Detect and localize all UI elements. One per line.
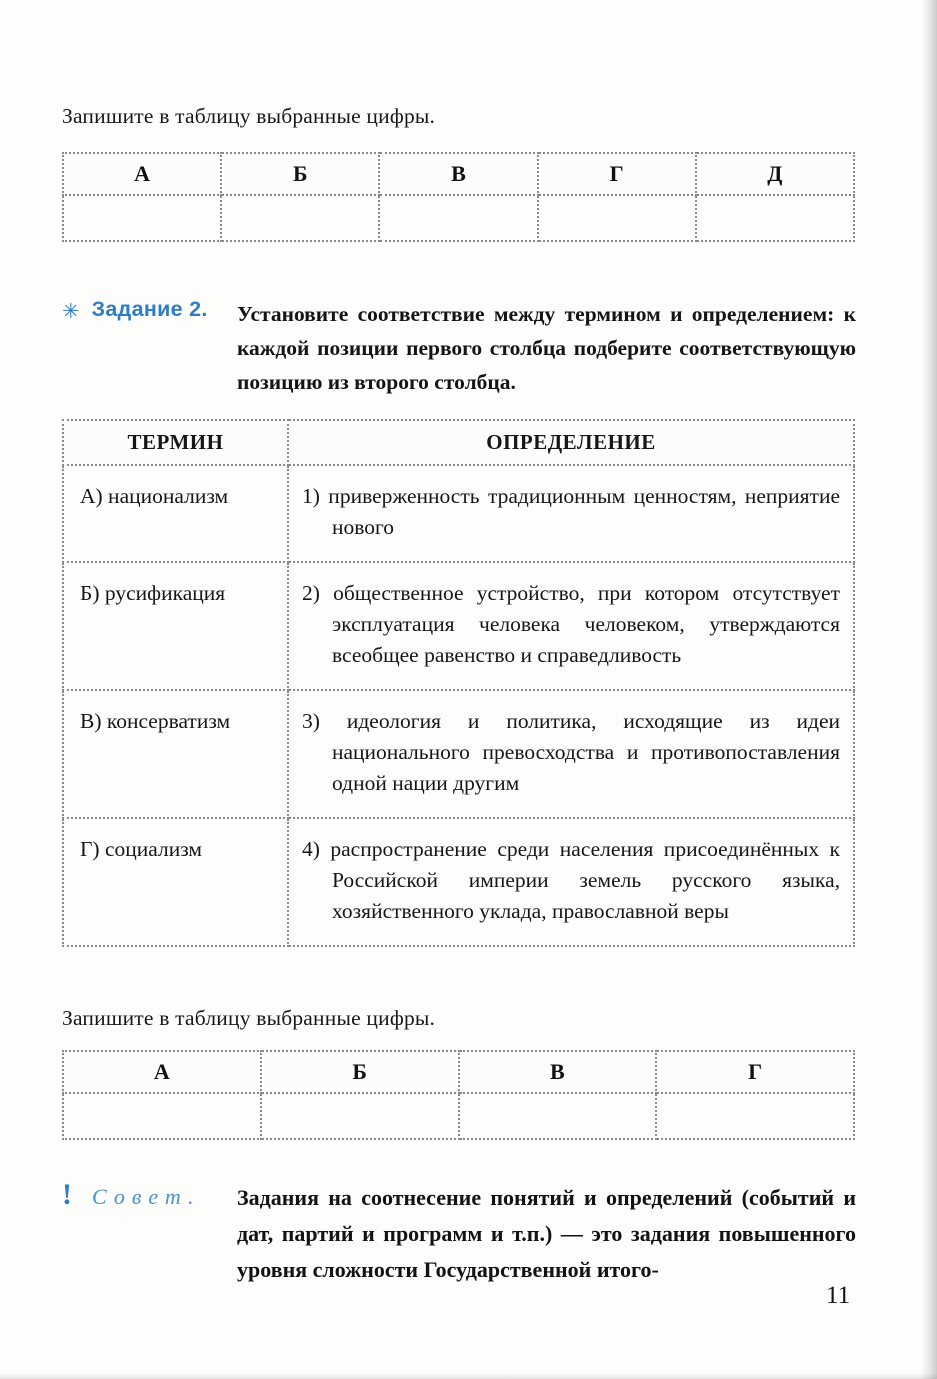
answer-blank-cell xyxy=(63,195,221,241)
answer-header-cell-a: А xyxy=(63,1051,261,1093)
answer-header-cell-b: Б xyxy=(261,1051,459,1093)
answer-blank-cell xyxy=(261,1093,459,1139)
answer-blank-cell xyxy=(221,195,379,241)
answer-table-2-grid xyxy=(62,1050,855,1140)
definition-text: 2) общественное устройство, при котором отсутствует эксплуатация человека человеком, утверждаются всеобщее равенство и справедливость xyxy=(302,581,840,667)
definition-column-header: ОПРЕДЕЛЕНИЕ xyxy=(288,420,854,465)
table-row xyxy=(63,690,854,818)
table-row xyxy=(63,562,854,690)
table-row xyxy=(63,818,854,946)
answer-table-2-blank-row xyxy=(63,1093,854,1139)
instruction-text-2: Запишите в таблицу выбранные цифры. xyxy=(62,1006,436,1030)
answer-header-cell-d: Д xyxy=(696,153,854,195)
answer-blank-cell xyxy=(63,1093,261,1139)
page-number: 11 xyxy=(826,1282,851,1309)
term-cell-b: Б) русификация xyxy=(63,562,288,690)
term-cell-g: Г) социализм xyxy=(63,818,288,946)
definition-cell-1 xyxy=(288,465,854,562)
answer-header-cell-v: В xyxy=(459,1051,657,1093)
answer-header-cell-g: Г xyxy=(656,1051,854,1093)
matching-table-grid xyxy=(62,419,855,947)
scan-edge-right xyxy=(921,0,937,1379)
definition-cell-3 xyxy=(288,690,854,818)
matching-table-header-row xyxy=(63,420,854,465)
answer-header-cell-b: Б xyxy=(221,153,379,195)
task-2-block xyxy=(62,297,856,399)
exclamation-icon: ! xyxy=(62,1178,72,1211)
asterisk-icon: ✳ xyxy=(62,299,80,323)
matching-table xyxy=(62,419,855,947)
tip-label-group xyxy=(62,1180,237,1210)
answer-blank-cell xyxy=(538,195,696,241)
definition-text: 4) распространение среди населения присоединённых к Российской империи земель русского языка, хозяйственного уклада, православной веры xyxy=(302,837,840,923)
answer-blank-cell xyxy=(656,1093,854,1139)
table-row xyxy=(63,465,854,562)
tip-label: Совет. xyxy=(92,1184,201,1209)
answer-table-1-grid xyxy=(62,152,855,242)
definition-text: 3) идеология и политика, исходящие из идеи национального превосходства и противопоставления одной нации другим xyxy=(302,709,840,795)
scan-edge-bottom xyxy=(0,1373,937,1379)
instruction-text-1: Запишите в таблицу выбранные цифры. xyxy=(62,104,436,128)
term-cell-v: В) консерватизм xyxy=(63,690,288,818)
task-2-label-group xyxy=(62,297,237,322)
answer-table-1-blank-row xyxy=(63,195,854,241)
answer-blank-cell xyxy=(459,1093,657,1139)
answer-table-2 xyxy=(62,1050,855,1140)
term-column-header: ТЕРМИН xyxy=(63,420,288,465)
answer-table-2-header-row xyxy=(63,1051,854,1093)
term-cell-a: А) национализм xyxy=(63,465,288,562)
definition-cell-4 xyxy=(288,818,854,946)
answer-table-1 xyxy=(62,152,855,242)
answer-table-1-header-row xyxy=(63,153,854,195)
tip-block xyxy=(62,1180,856,1288)
answer-header-cell-v: В xyxy=(379,153,537,195)
tip-text: Задания на соотнесение понятий и определений (событий и дат, партий и программ и т.п.) — это задания повышенного уровня сложности Государственной итого- xyxy=(237,1185,856,1282)
answer-header-cell-a: А xyxy=(63,153,221,195)
answer-header-cell-g: Г xyxy=(538,153,696,195)
answer-blank-cell xyxy=(696,195,854,241)
definition-cell-2 xyxy=(288,562,854,690)
task-2-text: Установите соответствие между термином и определением: к каждой позиции первого столбца подберите соответствующую позицию из второго столбца. xyxy=(237,302,856,394)
definition-text: 1) приверженность традиционным ценностям, неприятие нового xyxy=(302,484,840,539)
answer-blank-cell xyxy=(379,195,537,241)
task-2-label: Задание 2. xyxy=(91,297,208,321)
